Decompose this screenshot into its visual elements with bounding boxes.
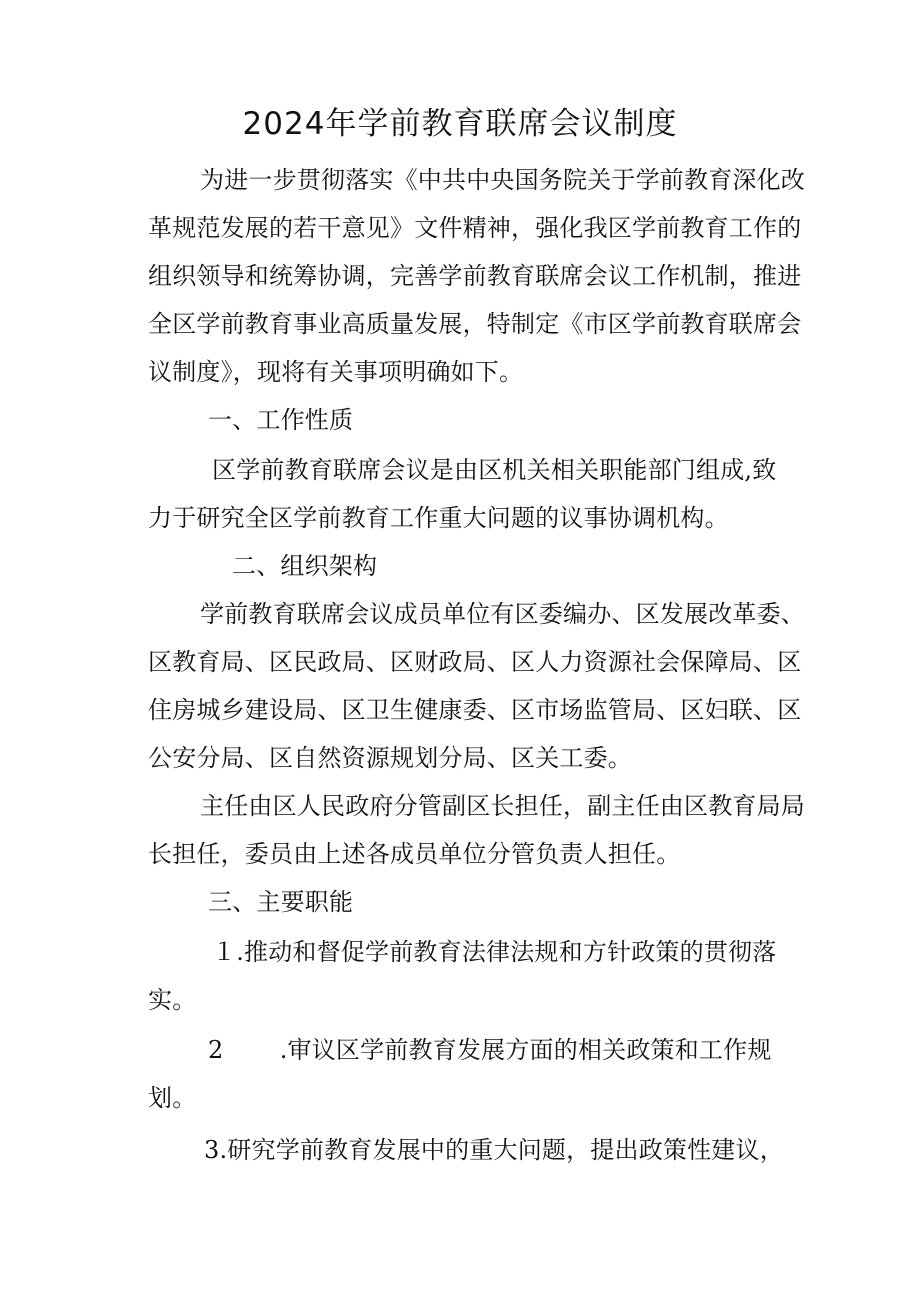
list-item-line: 实。 xyxy=(148,986,197,1014)
paragraph-line: 长担任，委员由上述各成员单位分管负责人担任。 xyxy=(148,840,681,868)
paragraph-line: 区教育局、区民政局、区财政局、区人力资源社会保障局、区 xyxy=(148,648,802,676)
paragraph-line: 力于研究全区学前教育工作重大问题的议事协调机构。 xyxy=(148,504,729,532)
section-heading: 一、工作性质 xyxy=(208,406,354,434)
paragraph-line: 组织领导和统筹协调，完善学前教育联席会议工作机制，推进 xyxy=(148,262,802,290)
paragraph-line: 全区学前教育事业高质量发展，特制定《市区学前教育联席会 xyxy=(148,310,802,338)
paragraph-line: 议制度》，现将有关事项明确如下。 xyxy=(148,358,524,386)
paragraph-line: 学前教育联席会议成员单位有区委编办、区发展改革委、 xyxy=(200,600,805,628)
section-heading: 二、组织架构 xyxy=(232,552,378,580)
document-title: 2024年学前教育联席会议制度 xyxy=(242,106,678,142)
paragraph-line: 公安分局、区自然资源规划分局、区关工委。 xyxy=(148,744,632,772)
paragraph-line: 住房城乡建设局、区卫生健康委、区市场监管局、区妇联、区 xyxy=(148,696,802,724)
list-item-line: 3.研究学前教育发展中的重大问题，提出政策性建议， xyxy=(204,1136,784,1164)
section-heading: 三、主要职能 xyxy=(208,888,354,916)
paragraph-line: 区学前教育联席会议是由区机关相关职能部门组成,致 xyxy=(212,456,777,484)
paragraph-line: 主任由区人民政府分管副区长担任，副主任由区教育局局 xyxy=(200,792,805,820)
list-item-line: 划。 xyxy=(148,1084,197,1112)
list-item-line: 2 .审议区学前教育发展方面的相关政策和工作规 xyxy=(208,1036,772,1064)
paragraph-line: 革规范发展的若干意见》文件精神，强化我区学前教育工作的 xyxy=(148,214,802,242)
list-item-line: １.推动和督促学前教育法律法规和方针政策的贯彻落 xyxy=(212,938,777,966)
paragraph-line: 为进一步贯彻落实《中共中央国务院关于学前教育深化改 xyxy=(200,166,805,194)
